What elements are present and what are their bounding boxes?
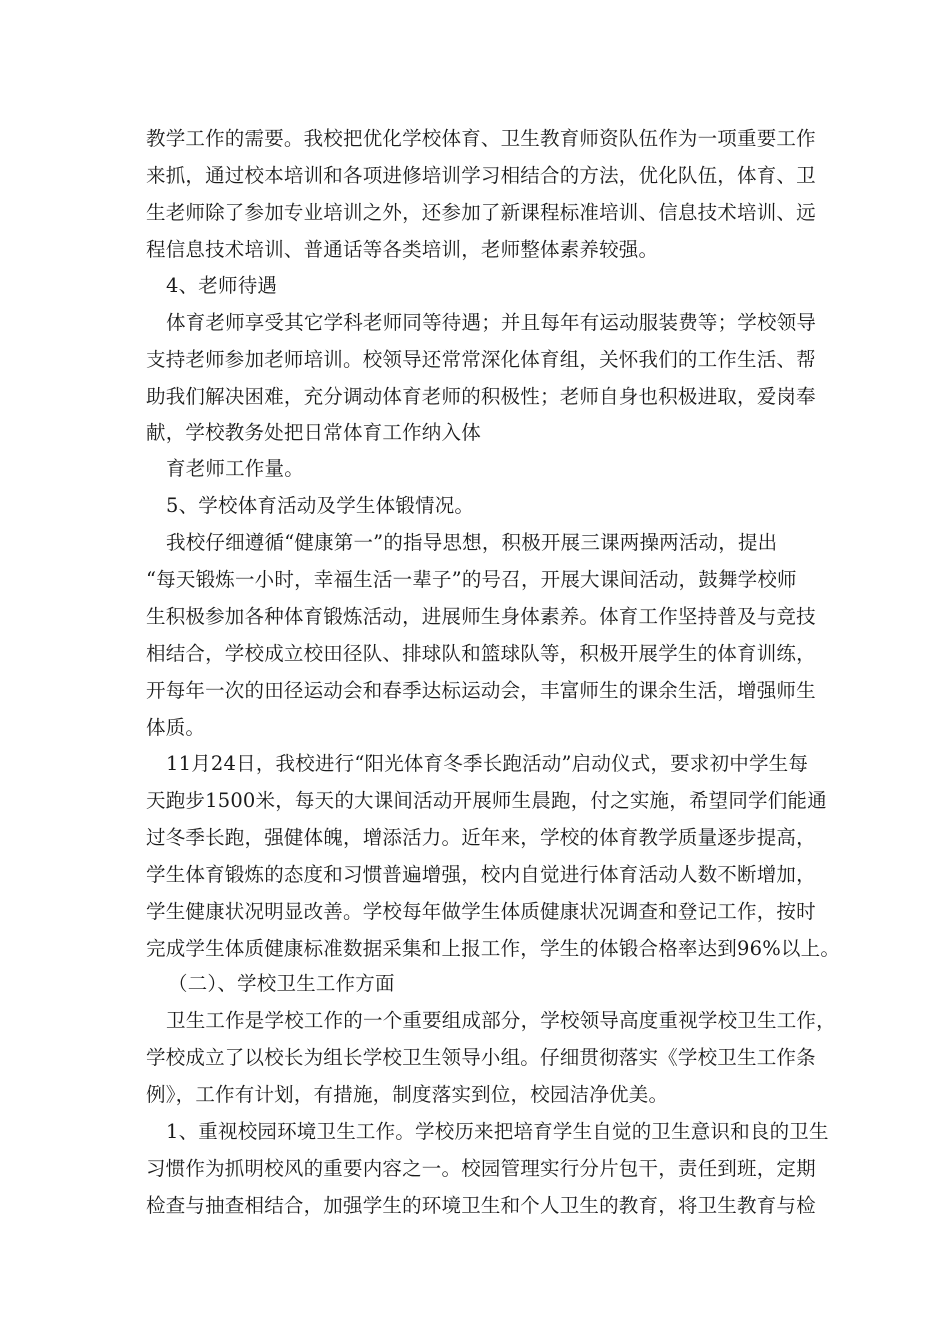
paragraph-line: 学生健康状况明显改善。学校每年做学生体质健康状况调查和登记工作，按时 xyxy=(146,900,816,923)
paragraph-line: 学校成立了以校长为组长学校卫生领导小组。仔细贯彻落实《学校卫生工作条 xyxy=(146,1046,816,1069)
paragraph-line: “每天锻炼一小时，幸福生活一辈子”的号召，开展大课间活动，鼓舞学校师 xyxy=(146,568,797,591)
paragraph-line: 体育老师享受其它学科老师同等待遇；并且每年有运动服装费等；学校领导 xyxy=(166,311,817,334)
paragraph-line: 程信息技术培训、普通话等各类培训，老师整体素养较强。 xyxy=(146,238,659,261)
section-heading: 4、老师待遇 xyxy=(166,274,278,297)
section-heading: 5、学校体育活动及学生体锻情况。 xyxy=(166,494,475,517)
paragraph-line: 助我们解决困难，充分调动体育老师的积极性；老师自身也积极进取，爱岗奉 xyxy=(146,385,816,408)
paragraph-line: 1、重视校园环境卫生工作。学校历来把培育学生自觉的卫生意识和良的卫生 xyxy=(166,1120,829,1143)
paragraph-line: 生老师除了参加专业培训之外，还参加了新课程标准培训、信息技术培训、远 xyxy=(146,201,816,224)
paragraph-line: 例》，工作有计划，有措施，制度落实到位，校园洁净优美。 xyxy=(146,1083,669,1106)
paragraph-line: 生积极参加各种体育锻炼活动，进展师生身体素养。体育工作坚持普及与竞技 xyxy=(146,605,816,628)
paragraph-line: 献，学校教务处把日常体育工作纳入体 xyxy=(146,421,481,444)
paragraph-line: 支持老师参加老师培训。校领导还常常深化体育组，关怀我们的工作生活、帮 xyxy=(146,348,816,371)
paragraph-line: 学生体育锻炼的态度和习惯普遍增强，校内自觉进行体育活动人数不断增加， xyxy=(146,863,816,886)
paragraph-line: 开每年一次的田径运动会和春季达标运动会，丰富师生的课余生活，增强师生 xyxy=(146,679,816,702)
paragraph-line: 育老师工作量。 xyxy=(166,457,304,480)
paragraph-line: 过冬季长跑，强健体魄，增添活力。近年来，学校的体育教学质量逐步提高， xyxy=(146,826,816,849)
paragraph-line: 体质。 xyxy=(146,716,206,739)
section-heading: （二）、学校卫生工作方面 xyxy=(168,972,395,995)
paragraph-line: 天跑步1500米，每天的大课间活动开展师生晨跑，付之实施，希望同学们能通 xyxy=(146,789,827,812)
paragraph-line: 我校仔细遵循“健康第一”的指导思想，积极开展三课两操两活动，提出 xyxy=(166,531,778,554)
paragraph-line: 习惯作为抓明校风的重要内容之一。校园管理实行分片包干，责任到班，定期 xyxy=(146,1157,816,1180)
paragraph-line: 11月24日，我校进行“阳光体育冬季长跑活动”启动仪式，要求初中学生每 xyxy=(166,752,809,775)
paragraph-line: 完成学生体质健康标准数据采集和上报工作，学生的体锻合格率达到96%以上。 xyxy=(146,937,841,960)
paragraph-line: 来抓，通过校本培训和各项进修培训学习相结合的方法，优化队伍，体育、卫 xyxy=(146,164,816,187)
paragraph-line: 相结合，学校成立校田径队、排球队和篮球队等，积极开展学生的体育训练， xyxy=(146,642,816,665)
paragraph-line: 检查与抽查相结合，加强学生的环境卫生和个人卫生的教育，将卫生教育与检 xyxy=(146,1194,816,1217)
paragraph-line: 教学工作的需要。我校把优化学校体育、卫生教育师资队伍作为一项重要工作 xyxy=(146,127,816,150)
paragraph-line: 卫生工作是学校工作的一个重要组成部分，学校领导高度重视学校卫生工作， xyxy=(166,1009,836,1032)
